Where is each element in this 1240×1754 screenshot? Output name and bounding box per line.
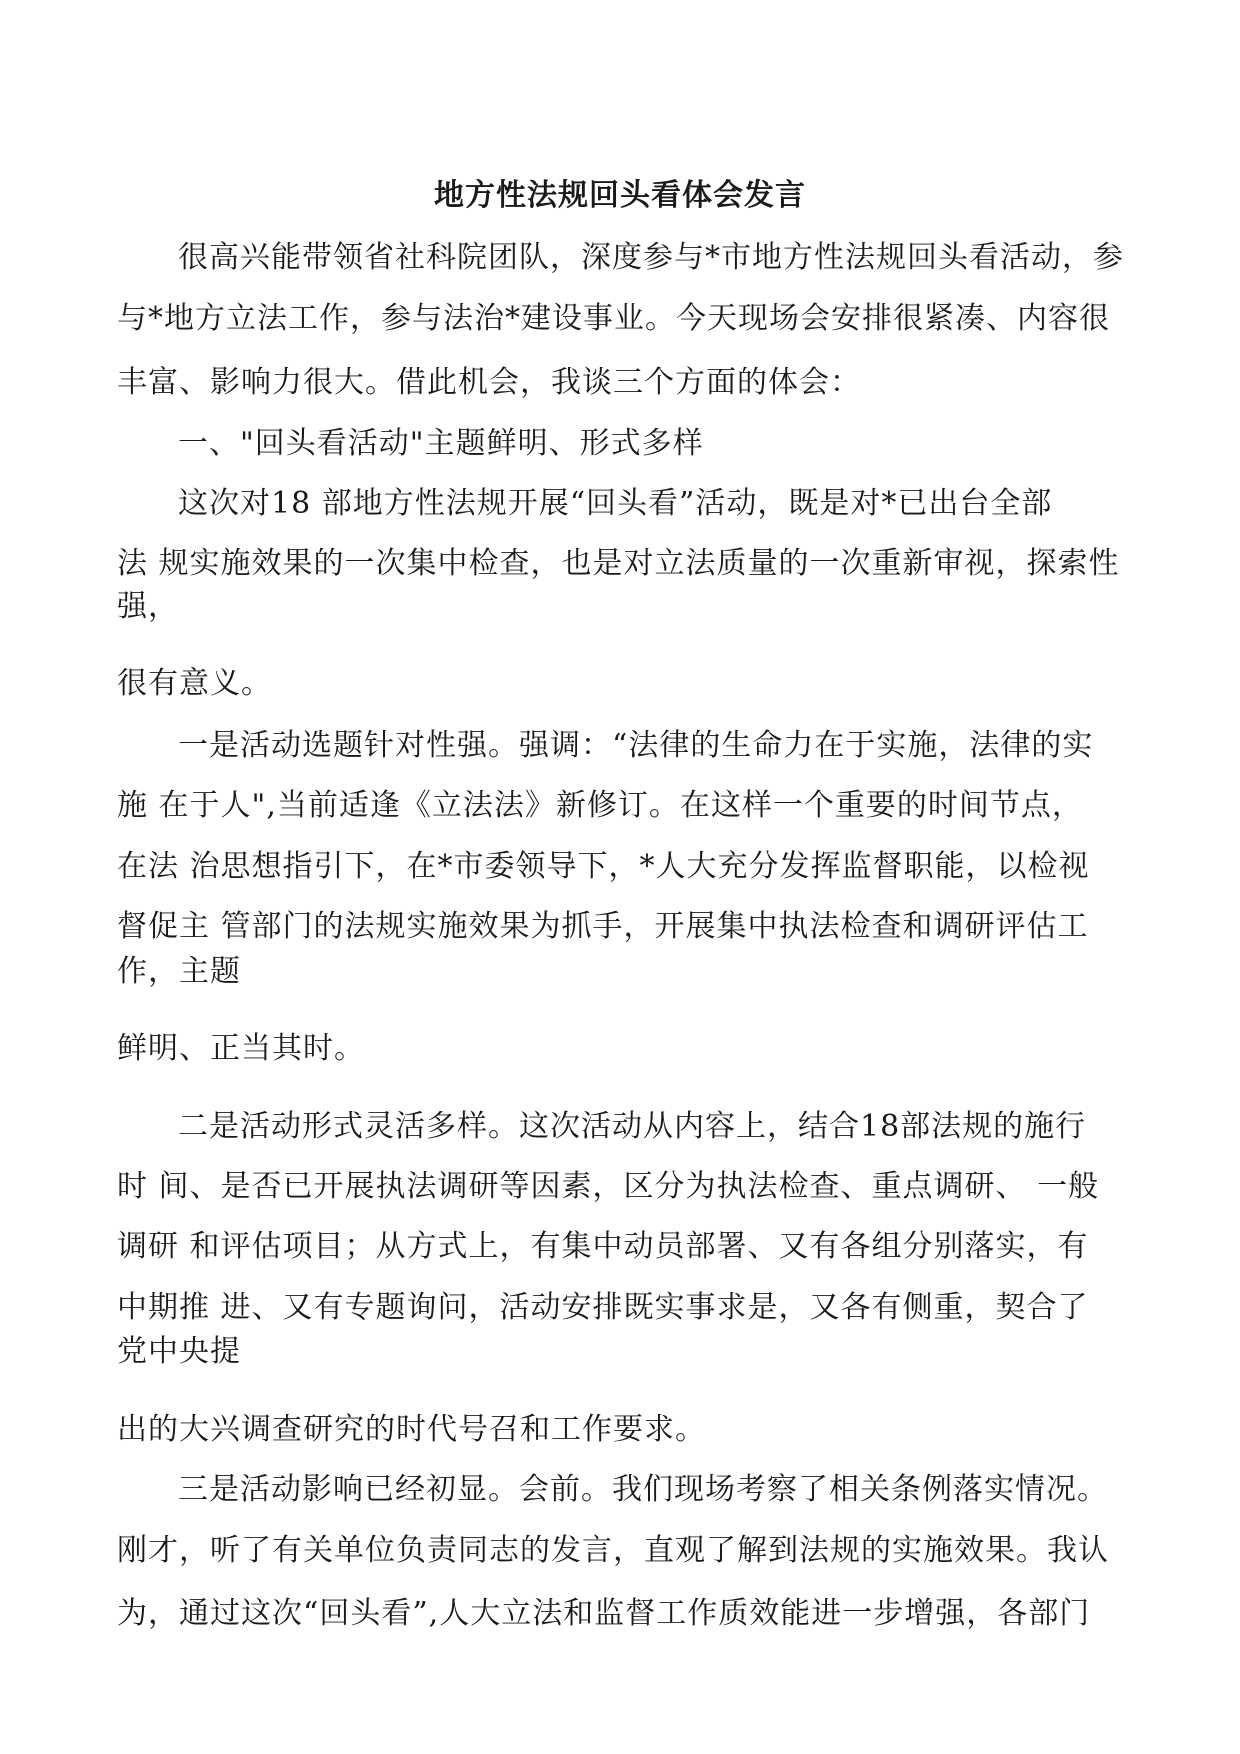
paragraph-line: 刚才，听了有关单位负责同志的发言，直观了解到法规的实施效果。我认 [117, 1533, 1109, 1568]
document-title: 地方性法规回头看体会发言 [434, 178, 806, 213]
paragraph-line: 很高兴能带领省社科院团队，深度参与*市地方性法规回头看活动，参 [178, 240, 1124, 275]
paragraph-line: 作，主题 [117, 954, 241, 989]
paragraph-line: 时 间、是否已开展执法调研等因素，区分为执法检查、重点调研、 一般 [117, 1169, 1100, 1204]
paragraph-line: 调研 和评估项目；从方式上，有集中动员部署、又有各组分别落实，有 [117, 1229, 1089, 1264]
paragraph-line: 党中央提 [117, 1334, 241, 1369]
section-heading: 一、"回头看活动"主题鲜明、形式多样 [178, 426, 704, 461]
paragraph-line: 法 规实施效果的一次集中检查，也是对立法质量的一次重新审视，探索性 [117, 546, 1120, 581]
paragraph-line: 这次对18 部地方性法规开展“回头看”活动，既是对*已出台全部 [178, 486, 1053, 521]
paragraph-line: 很有意义。 [117, 666, 272, 701]
paragraph-line: 一是活动选题针对性强。强调：“法律的生命力在于实施，法律的实 [178, 728, 1094, 763]
paragraph-line: 督促主 管部门的法规实施效果为抓手，开展集中执法检查和调研评估工 [117, 909, 1089, 944]
paragraph-line: 施 在于人",当前适逢《立法法》新修订。在这样一个重要的时间节点， [117, 788, 1083, 823]
paragraph-line: 中期推 进、又有专题询问，活动安排既实事求是，又各有侧重，契合了 [117, 1290, 1089, 1325]
paragraph-line: 出的大兴调查研究的时代号召和工作要求。 [117, 1412, 706, 1447]
paragraph-line: 强， [117, 589, 179, 624]
paragraph-line: 三是活动影响已经初显。会前。我们现场考察了相关条例落实情况。 [178, 1472, 1108, 1507]
paragraph-line: 二是活动形式灵活多样。这次活动从内容上，结合18部法规的施行 [178, 1109, 1087, 1144]
paragraph-line: 鲜明、正当其时。 [117, 1031, 365, 1066]
paragraph-line: 丰富、影响力很大。借此机会，我谈三个方面的体会： [117, 365, 861, 400]
paragraph-line: 为，通过这次“回头看”,人大立法和监督工作质效能进一步增强，各部门 [117, 1596, 1091, 1631]
paragraph-line: 在法 治思想指引下，在*市委领导下，*人大充分发挥监督职能，以检视 [117, 849, 1090, 884]
paragraph-line: 与*地方立法工作，参与法治*建设事业。今天现场会安排很紧凑、内容很 [117, 301, 1110, 336]
